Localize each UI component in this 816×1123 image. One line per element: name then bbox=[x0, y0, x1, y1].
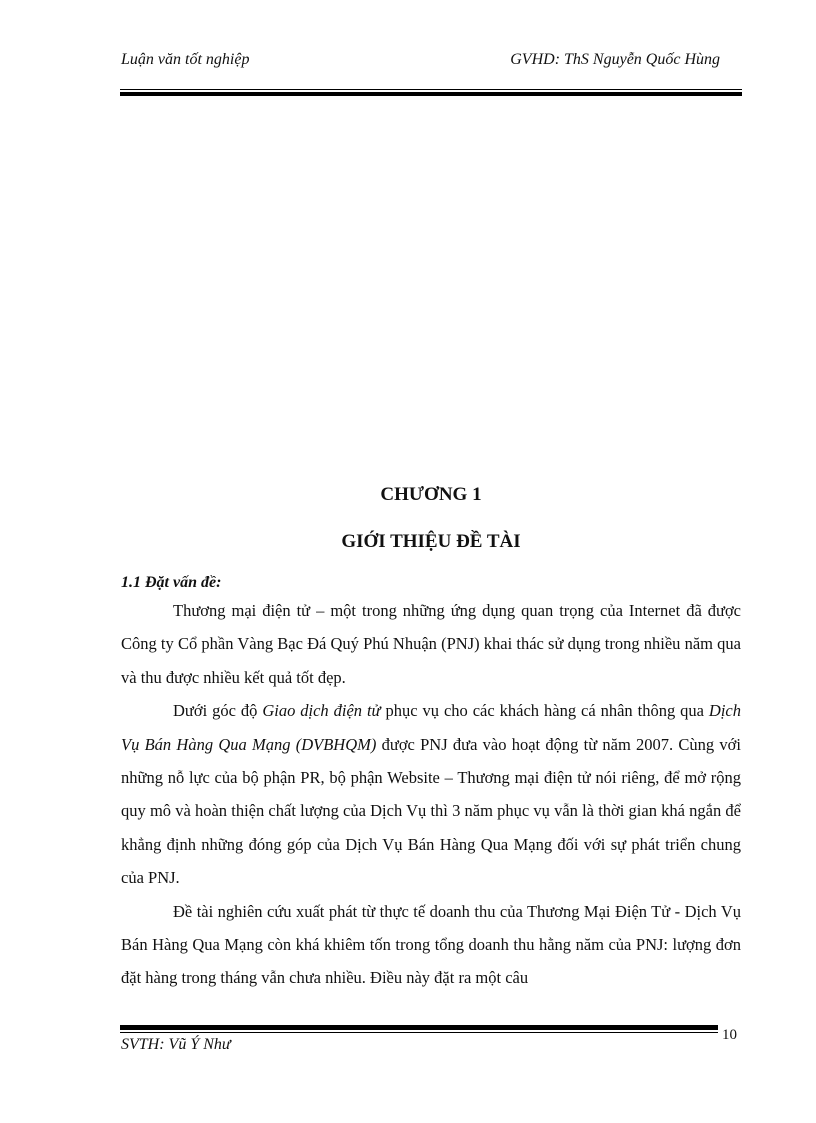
footer-student-label: SVTH: Vũ Ý Như bbox=[121, 1036, 231, 1053]
header-thesis-label: Luận văn tốt nghiệp bbox=[121, 51, 250, 68]
chapter-number: CHƯƠNG 1 bbox=[380, 484, 482, 505]
section-heading: 1.1 Đặt vấn đề: bbox=[121, 574, 222, 591]
footer-rule-thin bbox=[120, 1032, 718, 1033]
paragraph-2-emphasis-b: Dịch Vụ Bán Hàng Qua Mạng (DVBHQM) bbox=[121, 701, 741, 754]
body-text bbox=[121, 594, 741, 995]
paragraph-2 bbox=[121, 694, 741, 894]
chapter-title: GIỚI THIỆU ĐỀ TÀI bbox=[341, 531, 521, 552]
header-advisor-label: GVHD: ThS Nguyễn Quốc Hùng bbox=[510, 51, 720, 68]
header-rule-thick bbox=[120, 92, 742, 96]
paragraph-2-text-a: Dưới góc độ bbox=[173, 701, 263, 721]
paragraph-3: Đề tài nghiên cứu xuất phát từ thực tế doanh thu của Thương Mại Điện Tử - Dịch Vụ Bán Hàng Qua Mạng còn khá khiêm tốn trong tổng doanh thu hằng năm của PNJ: lượng đơn đặt hàng trong tháng vẫn chưa nhiều. Điều này đặt ra một câu bbox=[121, 901, 741, 988]
paragraph-1: Thương mại điện tử – một trong những ứng dụng quan trọng của Internet đã được Công ty Cổ phần Vàng Bạc Đá Quý Phú Nhuận (PNJ) khai thác sử dụng trong nhiều năm qua và thu được nhiều kết quả tốt đẹp. bbox=[121, 601, 741, 687]
paragraph-2-text-b: phục vụ cho các khách hàng cá nhân thông qua bbox=[380, 701, 709, 721]
page-number: 10 bbox=[722, 1027, 737, 1043]
paragraph-2-text-c: được PNJ đưa vào hoạt động từ năm 2007. Cùng với những nỗ lực của bộ phận PR, bộ phận Website – Thương mại điện tử nói riêng, để mở rộng quy mô và hoàn thiện chất lượng của Dịch Vụ thì 3 năm phục vụ vẫn là thời gian khá ngắn để khẳng định những đóng góp của Dịch Vụ Bán Hàng Qua Mạng đối với sự phát triển chung của PNJ. bbox=[121, 734, 741, 888]
paragraph-2-emphasis-a: Giao dịch điện tử bbox=[262, 701, 381, 721]
footer-rule-thick bbox=[120, 1025, 718, 1030]
header-rule-thin bbox=[120, 89, 742, 90]
